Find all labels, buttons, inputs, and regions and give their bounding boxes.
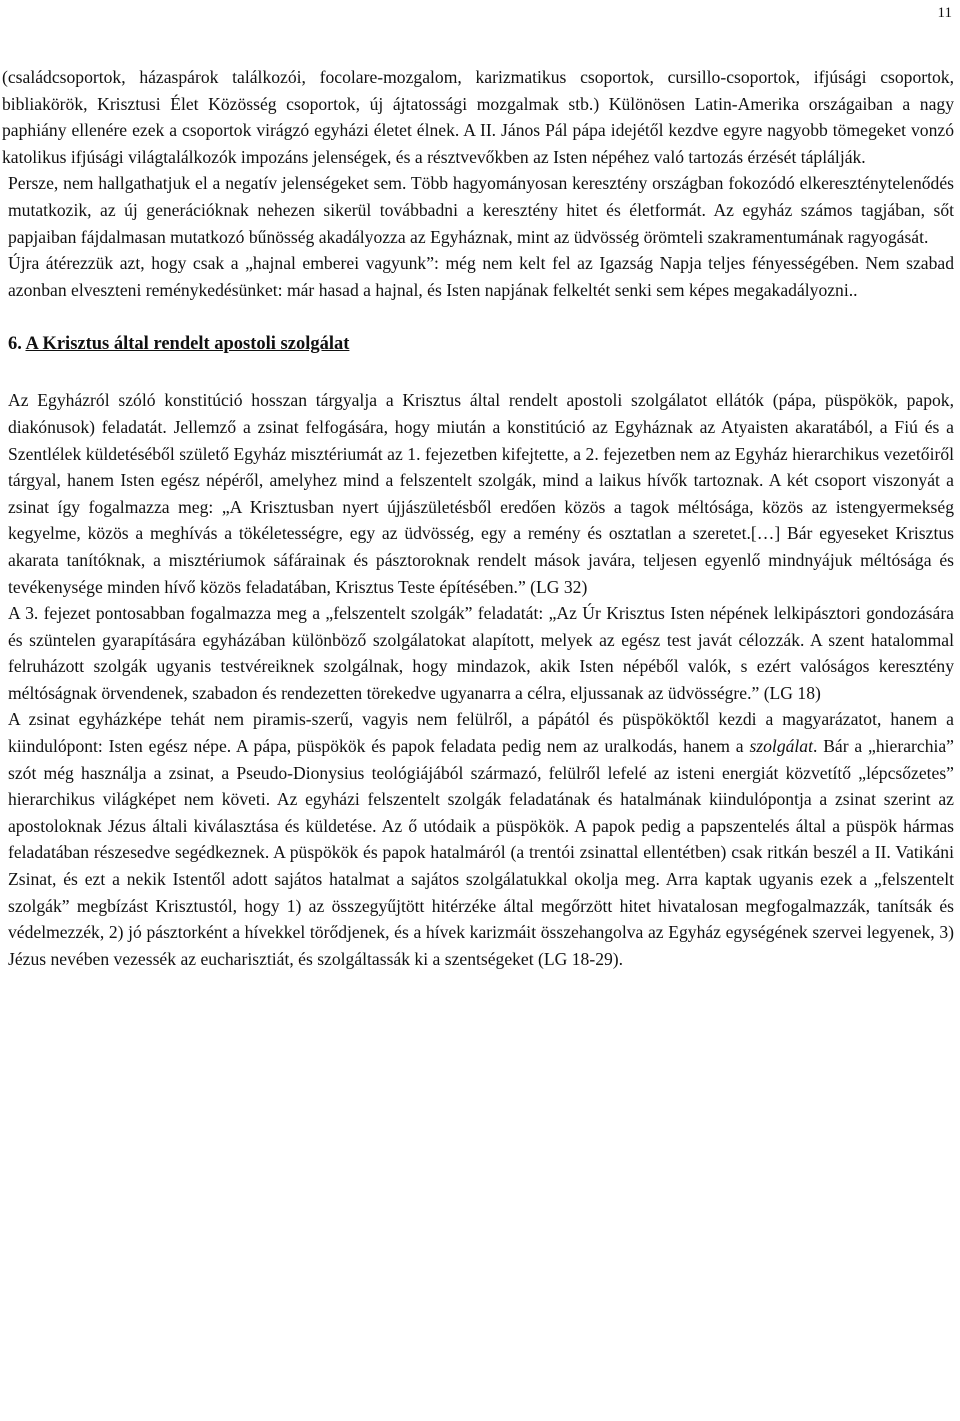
section-number: 6. [8, 334, 22, 355]
document-body [2, 64, 954, 972]
paragraph-movements: (családcsoportok, házaspárok találkozói, focolare-mozgalom, karizmatikus csoportok, cursillo-csoportok, ifjúsági csoportok, bibliakörök, Krisztusi Élet Közösség csoportok, új ájtatossági mozgalmak stb.) Különösen Latin-Amerika országaiban a nagy paphiány ellenére ezek a csoportok virágzó egyházi életet élnek. A II. János Pál pápa idejétől kezdve egyre nagyobb tömegeket vonzó katolikus ifjúsági világtalálkozók impozáns jelenségek, és a résztvevőkben az Isten népéhez való tartozás érzését táplálják. [2, 67, 954, 167]
paragraph-church-image-text-2: . Bár a „hierarchia” szót még használja a zsinat, a Pseudo-Dionysius teológiájából származó, felülről lefelé az isteni energiát közvetítő „lépcsőzetes” hierarchikus világképet nem követi. Az egyházi felszentelt szolgák feladatának és hatalmának kiindulópontja a zsinat szerint az apostoloknak Jézus általi kiválasztása és küldetése. Az ő utódaik a püspökök. A papok pedig a papszentelés által a püspök hármas feladatában részesedve segédkeznek. A püspökök és papok hatalmáról (a trentói zsinattal ellentétben) csak ritkán beszél a II. Vatikáni Zsinat, és ezt a nekik Istentől adott sajátos hatalmat a sajátos szolgálatukkal okolja meg. Arra kaptak ugyanis ezek a „felszentelt szolgák” megbízást Krisztustól, hogy 1) az összegyűjtött hitérzéke által megőrzött hitet hivatalosan megfogalmazzák, tanítsák és védelmezzék, 2) jó pásztorként a hívekkel törődjenek, és a hívek karizmáit összehangolva az Egyház egységének szervei legyenek, 3) Jézus nevében vezessék az eucharisztiát, és szolgáltassák ki a szentségeket (LG 18-29). [8, 736, 954, 969]
paragraph-church-image-text-1: A zsinat egyházképe tehát nem piramis-szerű, vagyis nem felülről, a pápától és püspököktől kezdi a magyarázatot, hanem a kiindulópont: Isten egész népe. A pápa, püspökök és papok feladata pedig nem az uralkodás, hanem a [8, 709, 954, 757]
paragraph-negative-phenomena: Persze, nem hallgathatjuk el a negatív jelenségeket sem. Több hagyományosan keresztény országban fokozódó elkereszténytelenődés mutatkozik, az új generációknak nehezen sikerül továbbadni a keresztény hitet és életformát. Az egyház számos tagjában, sőt papjaiban fájdalmasan mutatkozó bűnösség akadályozza az Egyháznak, mint az üdvösség örömteli szakramentumának ragyogását. [8, 173, 954, 247]
paragraph-chapter-three: A 3. fejezet pontosabban fogalmazza meg a „felszentelt szolgák” feladatát: „Az Úr Krisztus Isten népének lelkipásztori gondozására és szüntelen gyarapítására egyházában különböző szolgálatokat alapított, melyek az egész test javát célozzák. A szent hatalommal felruházott szolgák ugyanis testvéreiknek szolgálnak, hogy mindazok, akik Isten népéből valók, s ezért valóságos keresztény méltóságnak örvendenek, szabadon és rendezetten törekedve ugyanarra a célra, eljussanak az üdvösségre.” (LG 18) [8, 603, 954, 703]
page-number: 11 [937, 5, 952, 21]
paragraph-church-image [2, 706, 954, 972]
paragraph-dawn: Újra átérezzük azt, hogy csak a „hajnal emberei vagyunk”: még nem kelt fel az Igazság Napja teljes fényességében. Nem szabad azonban elveszteni reménykedésünket: már hasad a hajnal, és Isten napjának felkeltét senki sem képes megakadályozni.. [8, 253, 954, 300]
paragraph-church-image-emphasis: szolgálat [749, 736, 813, 757]
section-title: A Krisztus által rendelt apostoli szolgálat [25, 334, 350, 355]
paragraph-constitution: Az Egyházról szóló konstitúció hosszan tárgyalja a Krisztus által rendelt apostoli szolgálatot ellátók (pápa, püspökök, papok, diakónusok) feladatát. Jellemző a zsinat felfogására, hogy miután a konstitúció az Egyháznak az Atyaisten akaratából, a Fiú és a Szentlélek küldetéséből születő Egyház misztériumát az 1. fejezetben kifejtette, a 2. fejezetben nem az Egyház hierarchikus vezetőiről tárgyal, hanem Isten egész népéről, amelyhez mind a felszentelt szolgák, mind a laikus hívők tartoznak. A két csoport viszonyát a zsinat így fogalmazza meg: „A Krisztusban nyert újjászületésből eredően közös a tagok méltósága, közös az istengyermekség kegyelme, közös a meghívás a tökéletességre, egy az üdvösség, egy a remény és osztatlan a szeretet.[…] Bár egyeseket Krisztus akarata tanítóknak, a misztériumok sáfárainak és pásztoroknak rendelt mások javára, teljesen egyenlő mindnyájuk méltósága és tevékenysége minden hívő közös feladatában, Krisztus Teste építésében.” (LG 32) [8, 390, 954, 597]
section-heading [2, 331, 954, 357]
